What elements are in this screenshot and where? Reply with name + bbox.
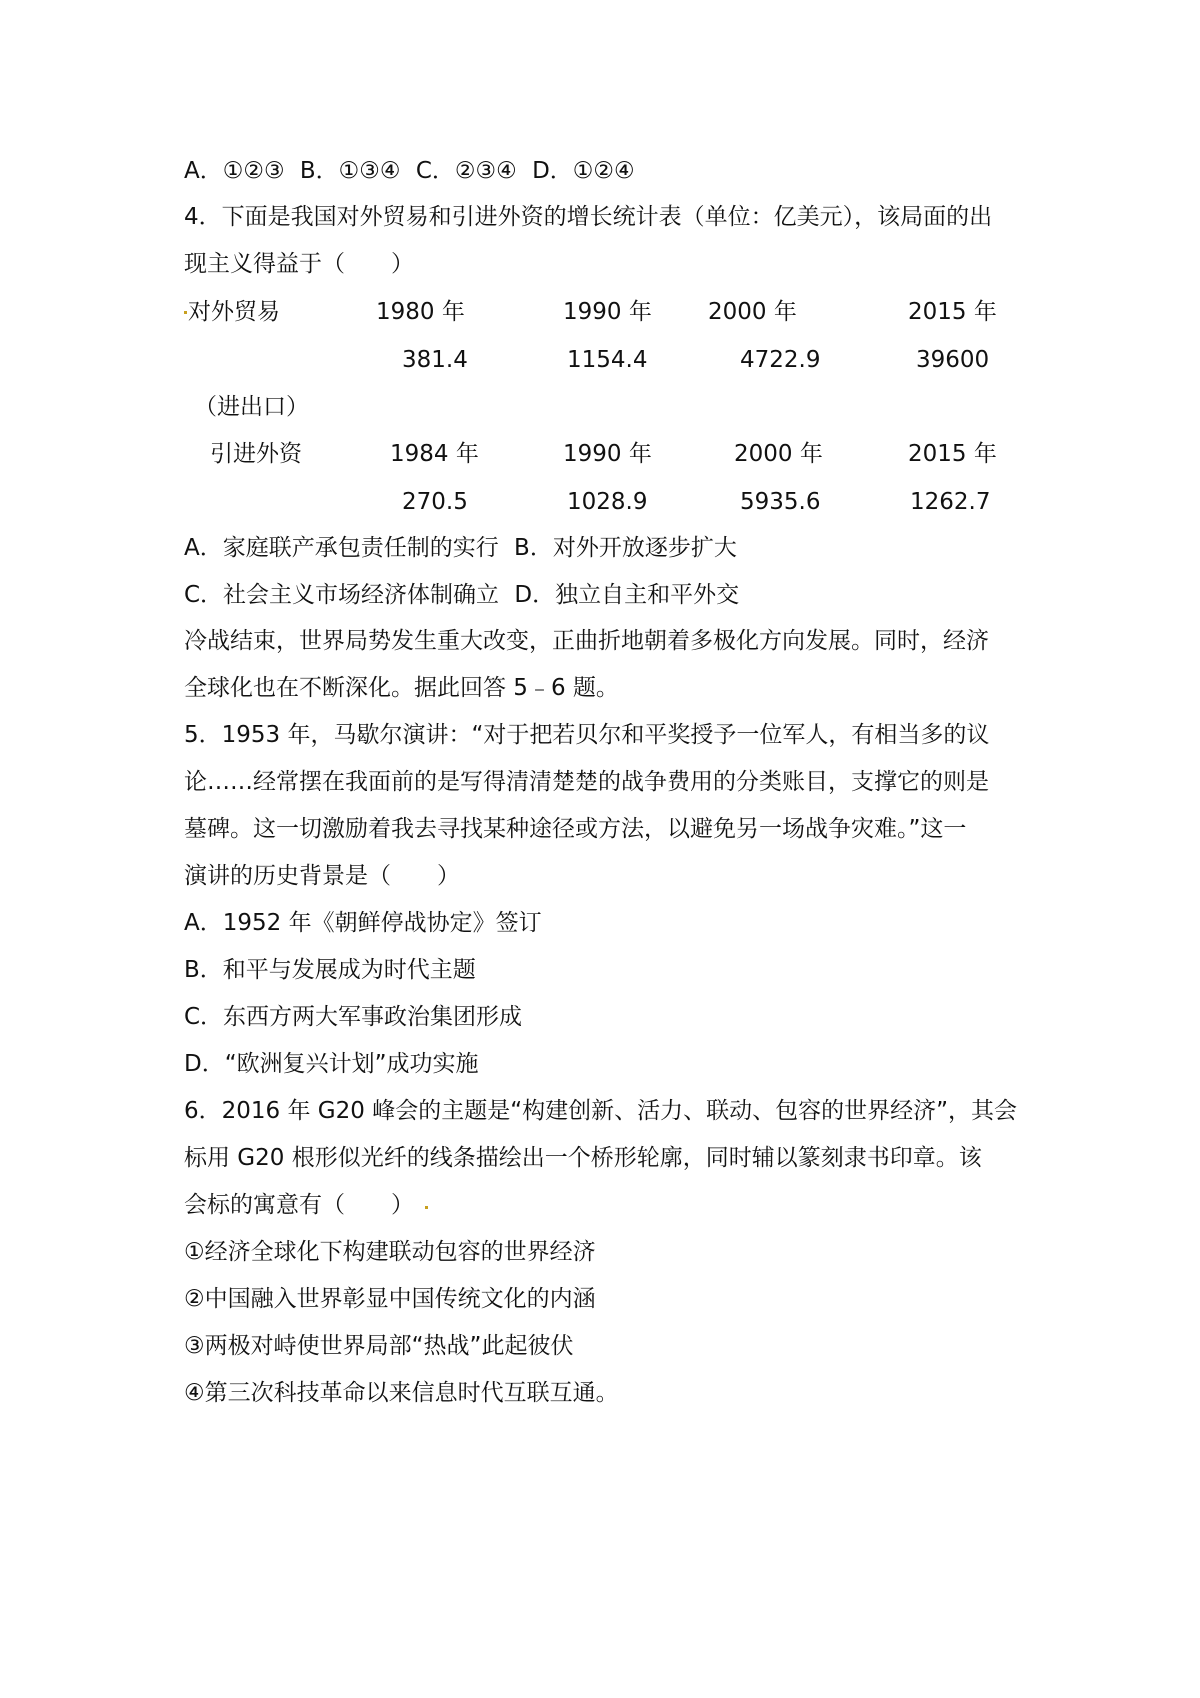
invest-value-1: 270.5	[402, 489, 468, 515]
q3-option-b: B．①③④	[299, 158, 401, 184]
q4-option-b: B．对外开放逐步扩大	[514, 535, 737, 561]
q5-option-c: C．东西方两大军事政治集团形成	[184, 1004, 523, 1030]
q4-options-row1	[184, 533, 737, 563]
trade-value-4: 39600	[916, 347, 990, 373]
invest-year-2: 1990 年	[563, 441, 652, 467]
q4-stem-line1: 4．下面是我国对外贸易和引进外资的增长统计表（单位：亿美元），该局面的出	[184, 204, 993, 230]
q6-line2: 标用 G20 根形似光纤的线条描绘出一个桥形轮廓，同时辅以篆刻隶书印章。该	[184, 1145, 982, 1171]
intro-line2: 全球化也在不断深化。据此回答 5﹣6 题。	[184, 675, 619, 701]
q6-line1: 6．2016 年 G20 峰会的主题是“构建创新、活力、联动、包容的世界经济”，其会	[184, 1098, 1018, 1124]
trade-year-1: 1980 年	[376, 299, 465, 325]
trade-year-3: 2000 年	[708, 299, 797, 325]
q6-item-3: ③两极对峙使世界局部“热战”此起彼伏	[184, 1333, 574, 1359]
q5-option-b: B．和平与发展成为时代主题	[184, 957, 476, 983]
trade-value-3: 4722.9	[740, 347, 821, 373]
invest-value-2: 1028.9	[567, 489, 648, 515]
q4-options-row2	[184, 580, 739, 610]
trade-value-2: 1154.4	[567, 347, 648, 373]
trade-value-1: 381.4	[402, 347, 468, 373]
q6-item-1: ①经济全球化下构建联动包容的世界经济	[184, 1239, 596, 1265]
q6-item-4: ④第三次科技革命以来信息时代互联互通。	[184, 1380, 619, 1406]
q5-line3: 墓碑。这一切激励着我去寻找某种途径或方法，以避免另一场战争灾难。”这一	[184, 816, 967, 842]
marker-dot	[425, 1206, 428, 1209]
q6-line3: 会标的寓意有（ ）	[184, 1192, 414, 1218]
q4-option-c: C．社会主义市场经济体制确立	[184, 582, 500, 608]
invest-label: 引进外资	[210, 441, 302, 467]
trade-year-2: 1990 年	[563, 299, 652, 325]
invest-year-3: 2000 年	[734, 441, 823, 467]
q5-line2: 论……经常摆在我面前的是写得清清楚楚的战争费用的分类账目，支撑它的则是	[184, 769, 989, 795]
intro-line1: 冷战结束，世界局势发生重大改变，正曲折地朝着多极化方向发展。同时，经济	[184, 628, 989, 654]
trade-label: 对外贸易	[188, 299, 280, 325]
q3-option-a: A．①②③	[184, 158, 285, 184]
q6-item-2: ②中国融入世界彰显中国传统文化的内涵	[184, 1286, 596, 1312]
q3-option-c: C．②③④	[415, 158, 517, 184]
trade-year-4: 2015 年	[908, 299, 997, 325]
q5-option-d: D．“欧洲复兴计划”成功实施	[184, 1051, 479, 1077]
q4-option-d: D．独立自主和平外交	[514, 582, 740, 608]
invest-value-4: 1262.7	[910, 489, 991, 515]
q5-line4: 演讲的历史背景是（ ）	[184, 863, 460, 889]
invest-year-4: 2015 年	[908, 441, 997, 467]
q5-option-a: A．1952 年《朝鲜停战协定》签订	[184, 910, 542, 936]
q5-line1: 5．1953 年，马歇尔演讲：“对于把若贝尔和平奖授予一位军人，有相当多的议	[184, 722, 990, 748]
q4-stem-line2: 现主义得益于（ ）	[184, 251, 414, 277]
invest-year-1: 1984 年	[390, 441, 479, 467]
trade-label-2: （进出口）	[194, 394, 309, 420]
invest-value-3: 5935.6	[740, 489, 821, 515]
q3-option-d: D．①②④	[532, 158, 635, 184]
marker-dot	[184, 311, 187, 314]
q3-options	[184, 156, 635, 186]
q4-option-a: A．家庭联产承包责任制的实行	[184, 535, 499, 561]
